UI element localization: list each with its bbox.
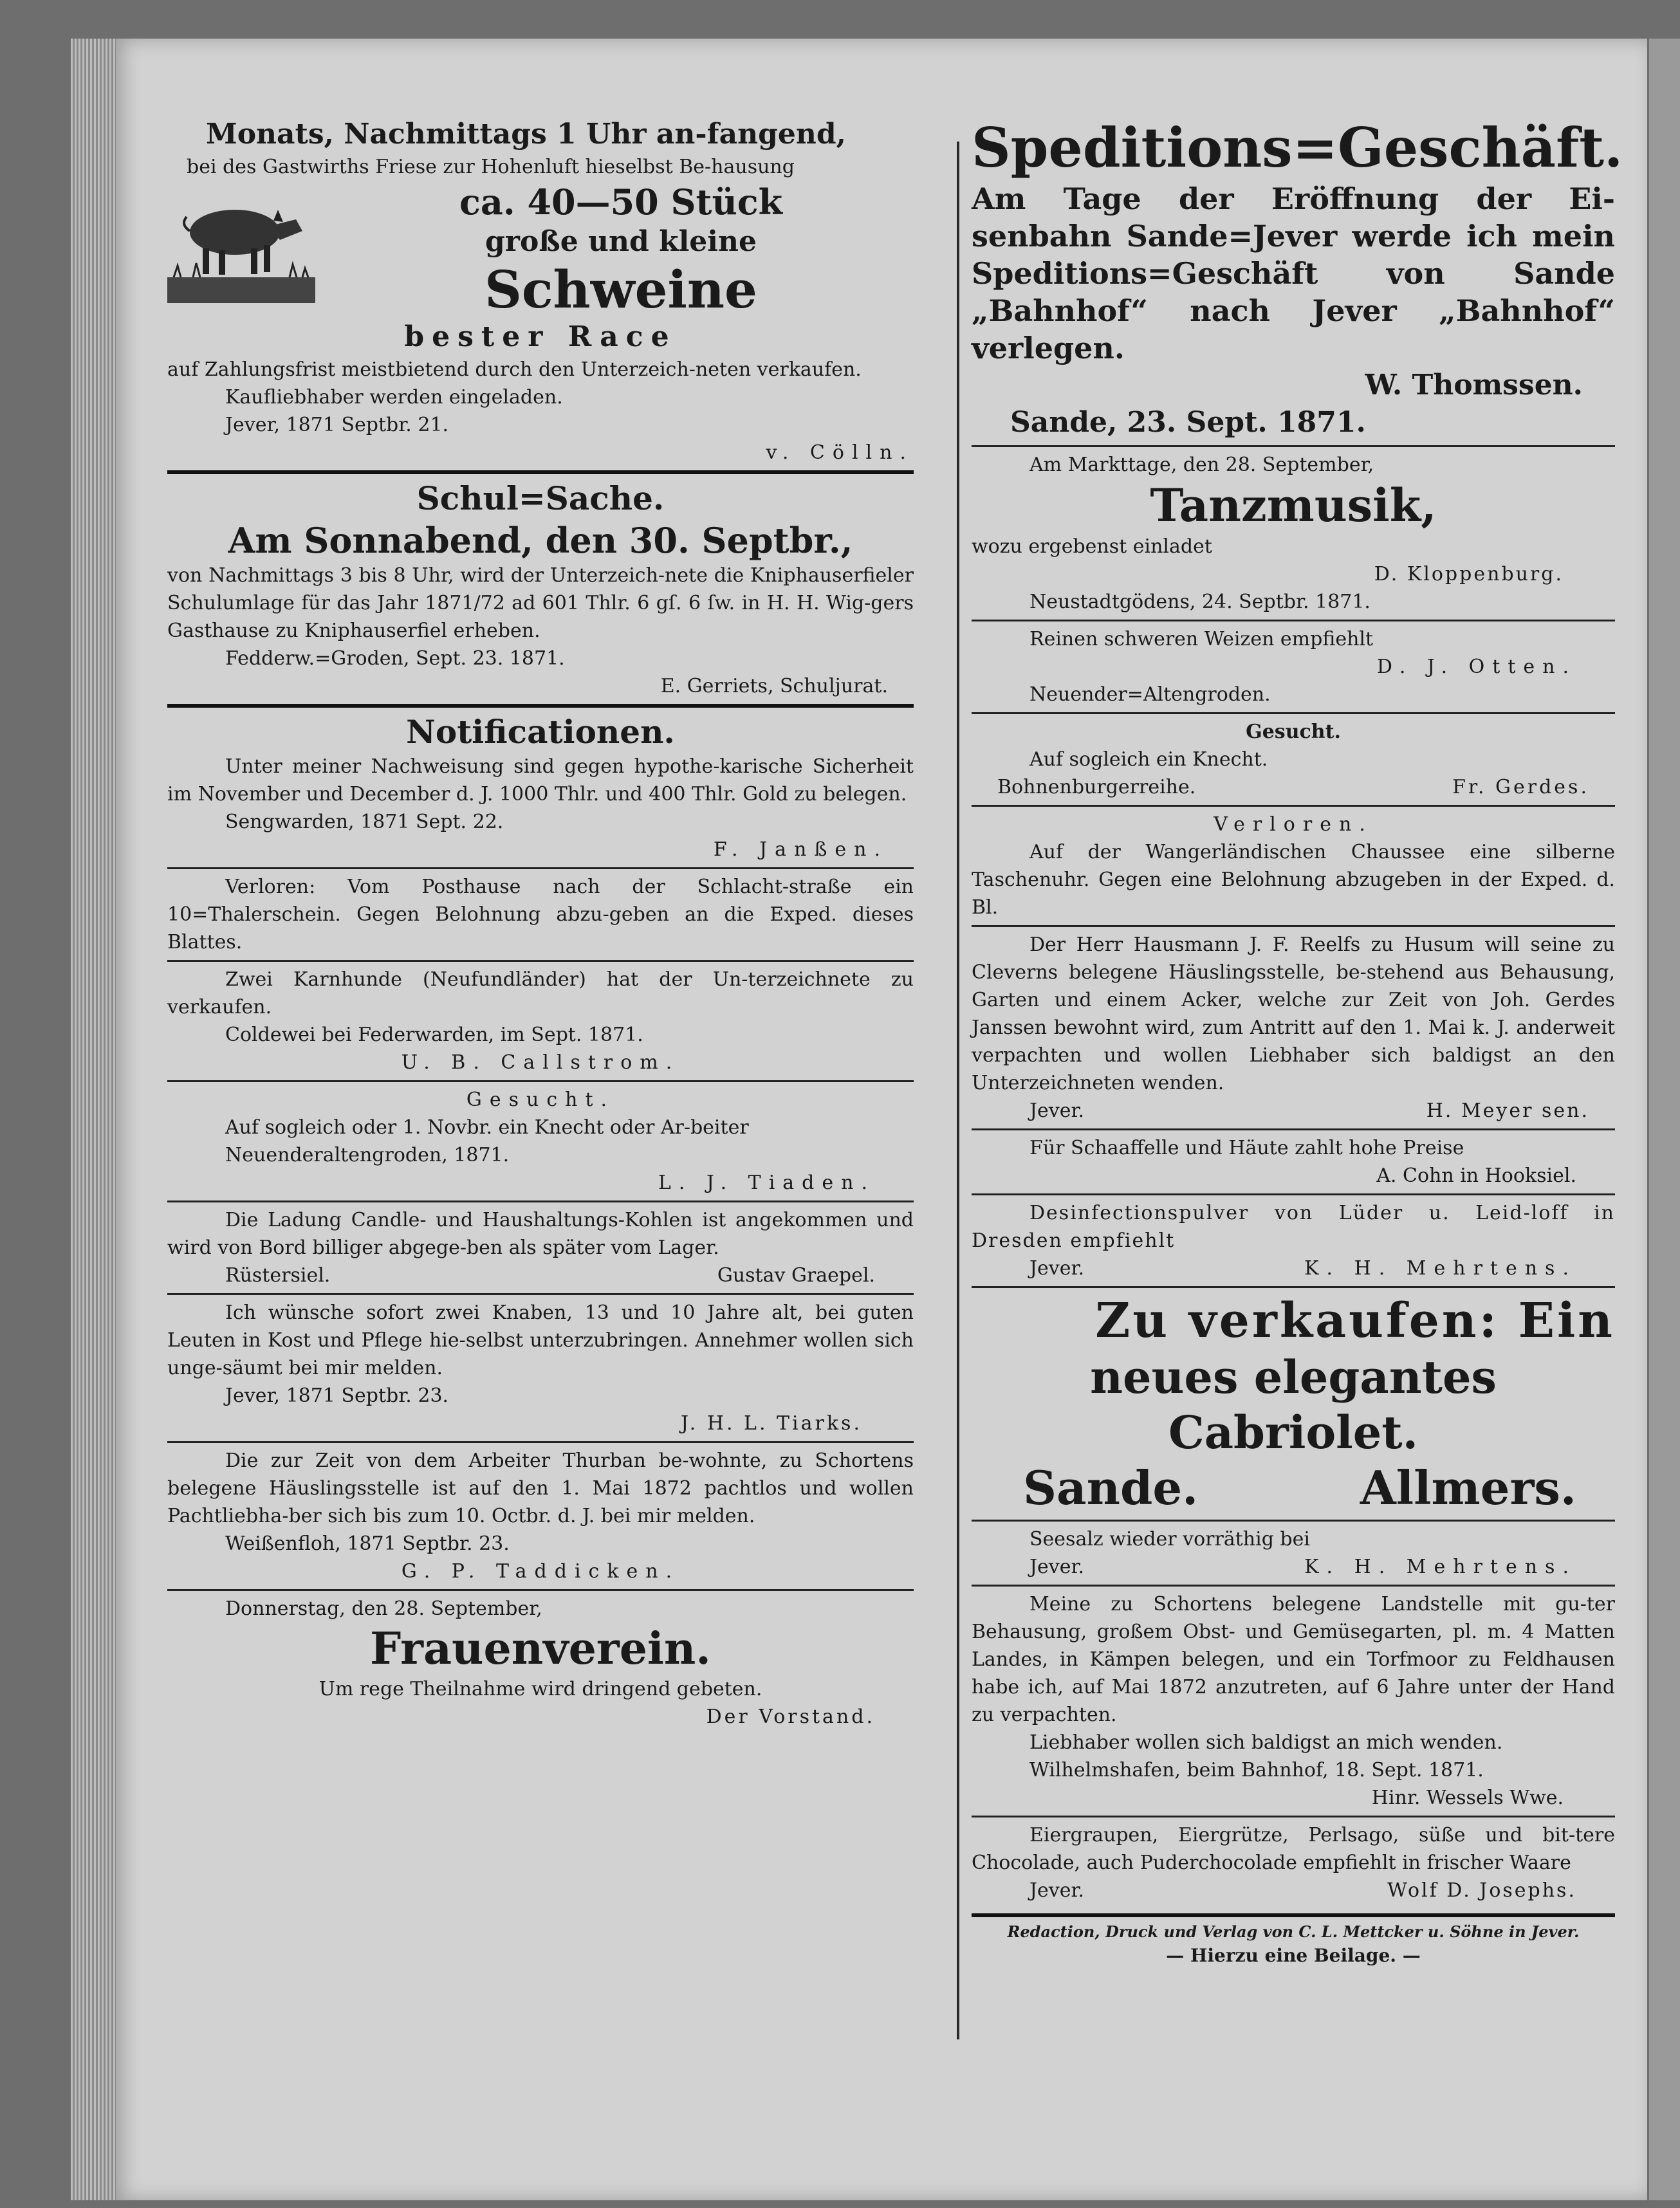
- ad-footer: [972, 773, 1615, 801]
- separator: [972, 1585, 1615, 1587]
- ad-footer: [972, 1877, 1615, 1904]
- ad-body: Auf sogleich ein Knecht.: [1029, 748, 1268, 771]
- ad-lost-watch: [972, 811, 1615, 921]
- ad-body: Eiergraupen, Eiergrütze, Perlsago, süße und bit-tere Chocolade, auch Puderchocolade empfiehlt in frischer Waare: [972, 1824, 1615, 1874]
- ad-place: Sande, 23. Sept. 1871.: [1010, 406, 1366, 439]
- separator: [167, 704, 914, 708]
- ad-dogs: [167, 966, 914, 1076]
- ad-place: Neustadtgödens, 24. Septbr. 1871.: [1029, 591, 1371, 613]
- left-column: [167, 116, 914, 1731]
- ad-footer: [972, 1097, 1615, 1125]
- separator: [167, 1201, 914, 1202]
- ad-womens-club: [167, 1595, 914, 1731]
- ad-footer: [972, 1255, 1615, 1282]
- ad-body: Auf der Wangerländischen Chaussee eine silberne Taschenuhr. Gegen eine Belohnung abzugeben in der Exped. d. Bl.: [972, 841, 1615, 919]
- ad-signature: Fr. Gerdes.: [1452, 776, 1589, 798]
- separator: [167, 1080, 914, 1082]
- separator: [167, 1441, 914, 1443]
- ad-headline: Monats, Nachmittags 1 Uhr an-fangend,: [206, 118, 846, 151]
- ad-quantity: ca. 40—50 Stück: [459, 181, 783, 223]
- ad-body: Verloren: Vom Posthause nach der Schlacht-straße ein 10=Thalerschein. Gegen Belohnung abzu-geben an die Exped. dieses Blattes.: [167, 876, 914, 953]
- ad-groceries: [972, 1821, 1615, 1904]
- ad-title: Schul=Sache.: [416, 479, 665, 517]
- ad-boys: [167, 1299, 914, 1437]
- ad-notifications: [167, 712, 914, 863]
- separator: [167, 960, 914, 962]
- ad-body: Ich wünsche sofort zwei Knaben, 13 und 10 Jahre alt, bei guten Leuten in Kost und Pflege hie-selbst unterzubringen. Annehmer wollen sich unge-säumt bei mir melden.: [167, 1302, 914, 1379]
- ad-body: Unter meiner Nachweisung sind gegen hypothe-karische Sicherheit im November und December d. J. 1000 Thlr. und 400 Thlr. Gold zu belegen.: [167, 755, 914, 805]
- ad-signature: L. J. Tiaden.: [658, 1172, 875, 1194]
- ad-place: Coldewei bei Federwarden, im Sept. 1871.: [225, 1024, 643, 1046]
- ad-footer: [972, 1553, 1615, 1581]
- ad-body: Die zur Zeit von dem Arbeiter Thurban be-wohnte, zu Schortens belegene Häuslingsstelle ist auf den 1. Mai 1872 pachtlos und wollen Pachtliebha-ber sich bis zum 10. Octbr. d. J. bei mir melden.: [167, 1449, 914, 1527]
- ad-wanted-farmhand: [972, 718, 1615, 801]
- pig-text: [328, 181, 914, 318]
- ad-date: Am Sonnabend, den 30. Septbr.,: [228, 520, 853, 561]
- ad-body: Der Herr Hausmann J. F. Reelfs zu Husum will seine zu Cleverns belegene Häuslingsstelle, be-stehend aus Behausung, Garten und einem Acker, welche zur Zeit von Joh. Gerdes Janssen bewohnt wird, zum Antritt auf den 1. Mai k. J. anderweit verpachten und wollen Liebhaber sich baldigst an den Unterzeichneten wenden.: [972, 934, 1615, 1094]
- ad-signature: H. Meyer sen.: [1426, 1099, 1589, 1122]
- ad-signature: Hinr. Wessels Wwe.: [1371, 1787, 1564, 1809]
- ad-place: Jever.: [1029, 1099, 1085, 1122]
- ad-body: Die Ladung Candle- und Haushaltungs-Kohlen ist angekommen und wird von Bord billiger abgege-ben als später vom Lager.: [167, 1209, 914, 1259]
- ad-place: Neuender=Altengroden.: [1029, 683, 1271, 706]
- ad-dance: [972, 451, 1615, 616]
- ad-signature: U. B. Callstrom.: [401, 1051, 680, 1074]
- ad-body: Am Tage der Eröffnung der Ei-senbahn Sande=Jever werde ich mein Speditions=Geschäft von Sande „Bahnhof“ nach Jever „Bahnhof“ verlegen.: [972, 181, 1615, 365]
- ad-date: Am Markttage, den 28. September,: [1029, 454, 1374, 476]
- ad-body: Um rege Theilnahme wird dringend gebeten.: [318, 1678, 762, 1700]
- pig-block: [167, 181, 914, 318]
- ad-body: Seesalz wieder vorräthig bei: [1029, 1528, 1310, 1550]
- ad-signature: Gustav Graepel.: [717, 1264, 875, 1287]
- ad-wanted: [167, 1086, 914, 1197]
- ad-signature: Allmers.: [1360, 1460, 1576, 1515]
- next-page-edge: [1649, 39, 1680, 2200]
- ad-cabriolet: [972, 1292, 1615, 1516]
- separator: [167, 470, 914, 474]
- ad-forwarding: [972, 116, 1623, 441]
- ad-place: Rüstersiel.: [225, 1264, 331, 1287]
- ad-signature: D. J. Otten.: [1376, 656, 1576, 678]
- ad-footer: [972, 1460, 1615, 1516]
- ad-body: Auf sogleich oder 1. Novbr. ein Knecht oder Ar-beiter: [225, 1116, 749, 1139]
- ad-signature: G. P. Taddicken.: [401, 1560, 680, 1583]
- ad-place: Bohnenburgerreihe.: [997, 776, 1196, 798]
- separator: [972, 925, 1615, 927]
- ad-body: Für Schaaffelle und Häute zahlt hohe Preise: [1029, 1137, 1464, 1159]
- ad-cottage-lease: [972, 931, 1615, 1125]
- separator: [972, 1913, 1615, 1917]
- right-column: [972, 116, 1623, 1969]
- ad-lease: [167, 1447, 914, 1585]
- separator: [972, 445, 1615, 447]
- ad-lost-note: [167, 873, 914, 956]
- separator: [972, 1193, 1615, 1195]
- separator: [972, 805, 1615, 807]
- ad-title: Gesucht.: [1246, 721, 1341, 743]
- ad-title: Frauenverein.: [370, 1623, 711, 1675]
- ad-body: Reinen schweren Weizen empfiehlt: [1029, 628, 1374, 650]
- ad-body: Zwei Karnhunde (Neufundländer) hat der Un-terzeichnete zu verkaufen.: [167, 968, 914, 1018]
- ad-place: Jever, 1871 Septbr. 21.: [225, 414, 449, 436]
- ad-signature: K. H. Mehrtens.: [1304, 1257, 1576, 1280]
- separator: [972, 712, 1615, 714]
- ad-body: auf Zahlungsfrist meistbietend durch den Unterzeich-neten verkaufen.: [167, 358, 862, 381]
- ad-coal: [167, 1206, 914, 1289]
- ad-body: wozu ergebenst einladet: [972, 535, 1212, 558]
- ad-place: Fedderw.=Groden, Sept. 23. 1871.: [225, 647, 565, 670]
- ad-body: von Nachmittags 3 bis 8 Uhr, wird der Unterzeich-nete die Kniphauserfieler Schulumlage für das Jahr 1871/72 ad 601 Thlr. 6 gſ. 6 ſw. in H. H. Wig-gers Gasthause zu Kniphauserfiel erheben.: [167, 564, 914, 642]
- separator: [972, 1816, 1615, 1817]
- separator: [972, 1286, 1615, 1288]
- ad-place: Wilhelmshafen, beim Bahnhof, 18. Sept. 1871.: [1029, 1759, 1484, 1781]
- pig-icon: [167, 181, 315, 303]
- ad-place: Jever.: [1029, 1257, 1085, 1280]
- ad-signature: W. Thomssen.: [1365, 369, 1583, 401]
- ad-title: Notificationen.: [406, 713, 675, 751]
- ad-signature: F. Janßen.: [713, 838, 888, 861]
- separator: [972, 620, 1615, 621]
- ad-sheepskins: [972, 1134, 1615, 1190]
- ad-body: Desinfectionspulver von Lüder u. Leid-loff in Dresden empfiehlt: [972, 1202, 1615, 1252]
- ad-farmstead: [972, 1590, 1615, 1812]
- separator: [972, 1520, 1615, 1522]
- ad-body: Meine zu Schortens belegene Landstelle mit gu-ter Behausung, großem Obst- und Gemüsegarten, pl. m. 4 Matten Landes, in Kämpen belegen, und ein Torfmoor zu Feldhausen habe ich, auf Mai 1872 anzutreten, auf 6 Jahre unter der Hand zu verpachten.: [972, 1593, 1615, 1726]
- separator: [972, 1128, 1615, 1130]
- separator: [167, 1589, 914, 1591]
- ad-line1: Zu verkaufen: Ein: [1095, 1293, 1615, 1348]
- ad-signature: J. H. L. Tiarks.: [681, 1412, 862, 1435]
- ad-signature: E. Gerriets, Schuljurat.: [660, 675, 888, 697]
- ad-place: Jever.: [1029, 1879, 1085, 1902]
- separator: [167, 867, 914, 869]
- ad-signature: Wolf D. Josephs.: [1387, 1879, 1576, 1902]
- ad-text: bei des Gastwirths Friese zur Hohenluft hieselbst Be-hausung: [187, 156, 795, 178]
- ad-disinfectant: [972, 1199, 1615, 1282]
- ad-date: Donnerstag, den 28. September,: [225, 1597, 542, 1620]
- column-rule: [957, 142, 959, 2039]
- ad-place: Sande.: [1023, 1460, 1199, 1515]
- ad-title: Verloren.: [1214, 813, 1373, 836]
- ad-race: bester Race: [404, 320, 677, 353]
- supplement-note: — Hierzu eine Beilage. —: [1166, 1945, 1421, 1966]
- ad-signature: K. H. Mehrtens.: [1304, 1556, 1576, 1578]
- ad-title: Speditions=Geschäft.: [972, 116, 1623, 179]
- ad-title: Tanzmusik,: [1150, 479, 1437, 532]
- ad-place: Jever.: [1029, 1556, 1085, 1578]
- ad-wheat: [972, 625, 1615, 708]
- ad-place: Weißenfloh, 1871 Septbr. 23.: [225, 1532, 510, 1555]
- ad-subtitle: große und kleine: [485, 225, 757, 258]
- ad-signature: A. Cohn in Hooksiel.: [1376, 1164, 1576, 1187]
- ad-school: [167, 478, 914, 700]
- ad-signature: D. Kloppenburg.: [1374, 563, 1564, 585]
- ad-title: Schweine: [485, 259, 757, 320]
- ad-invite: Kaufliebhaber werden eingeladen.: [225, 386, 563, 409]
- ad-signature: Der Vorstand.: [706, 1706, 875, 1728]
- ad-text: Liebhaber wollen sich baldigst an mich wenden.: [1029, 1731, 1503, 1754]
- ad-seasalt: [972, 1525, 1615, 1581]
- ad-place: Neuenderaltengroden, 1871.: [225, 1144, 510, 1166]
- ad-place: Sengwarden, 1871 Sept. 22.: [225, 811, 504, 833]
- ad-line2: neues elegantes Cabriolet.: [1090, 1350, 1497, 1459]
- ad-signature: v. Cölln.: [766, 441, 914, 464]
- ad-place: Jever, 1871 Septbr. 23.: [225, 1385, 449, 1407]
- imprint: Redaction, Druck und Verlag von C. L. Mettcker u. Söhne in Jever.: [1007, 1922, 1580, 1941]
- separator: [167, 1293, 914, 1295]
- ad-title: Gesucht.: [466, 1089, 615, 1111]
- ad-pig-auction: [167, 116, 914, 466]
- ad-footer: [167, 1262, 914, 1289]
